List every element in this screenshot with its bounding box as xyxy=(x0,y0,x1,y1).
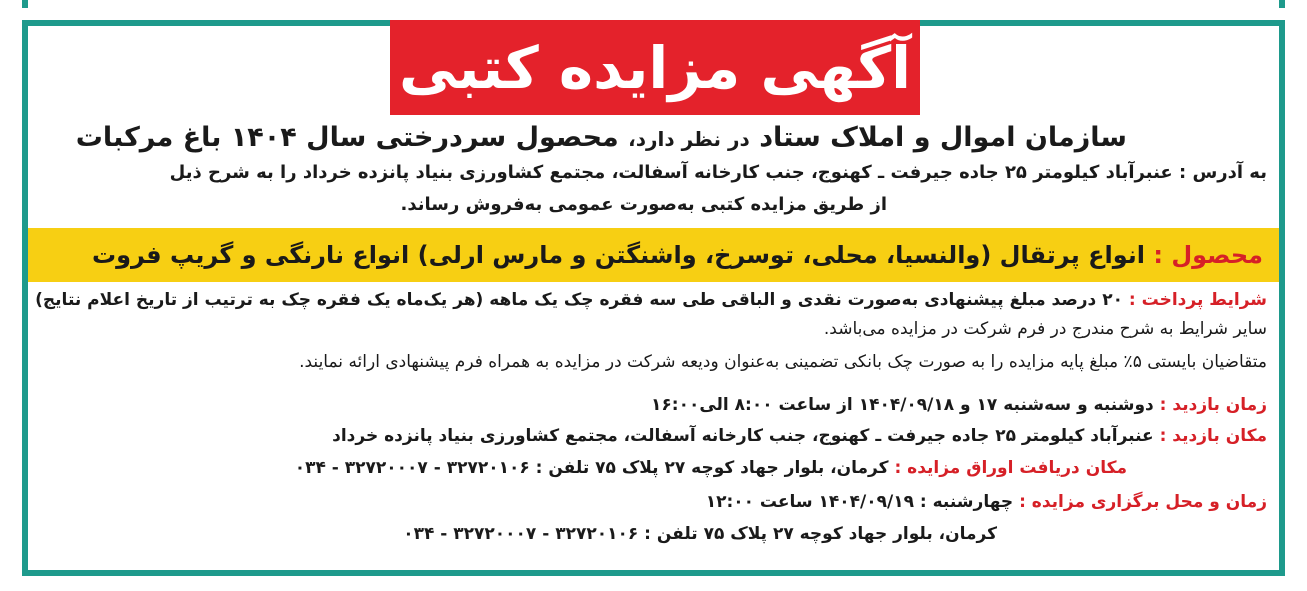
documents-place-value: کرمان، بلوار جهاد کوچه ۲۷ پلاک ۷۵ تلفن : ۳۲۷۲۰۱۰۶ - ۳۲۷۲۰۰۰۷ - ۰۳۴ xyxy=(294,458,889,478)
payment-label: شرایط پرداخت : xyxy=(1128,290,1267,310)
auction-time xyxy=(706,492,1267,512)
visit-time-label: زمان بازدید : xyxy=(1159,395,1267,415)
auction-address: کرمان، بلوار جهاد کوچه ۲۷ پلاک ۷۵ تلفن : ۳۲۷۲۰۱۰۶ - ۳۲۷۲۰۰۰۷ - ۰۳۴ xyxy=(403,524,997,544)
visit-place-value: عنبرآباد کیلومتر ۲۵ جاده جیرفت ـ کهنوج، جنب کارخانه آسفالت، مجتمع کشاورزی بنیاد پانزده خرداد xyxy=(332,426,1154,446)
heading-product-title: محصول سردرختی سال ۱۴۰۴ باغ مرکبات xyxy=(75,122,619,153)
notice-banner-title: آگهی مزایده کتبی xyxy=(390,20,920,115)
heading-intent: در نظر دارد، xyxy=(628,127,750,151)
organization-name: سازمان اموال و املاک ستاد xyxy=(759,122,1127,153)
payment-other-terms: سایر شرایط به شرح مندرج در فرم شرکت در مزایده می‌باشد. xyxy=(823,319,1267,339)
auction-time-value: چهارشنبه : ۱۴۰۴/۰۹/۱۹ ساعت ۱۲:۰۰ xyxy=(705,492,1014,512)
deposit-text: متقاضیان بایستی ۵٪ مبلغ پایه مزایده را به صورت چک بانکی تضمینی به‌عنوان ودیعه شرکت در مزایده به همراه فرم پیشنهادی ارائه نمایند. xyxy=(299,352,1267,372)
product-value: انواع پرتقال (والنسیا، محلی، توسرخ، واشنگتن و مارس ارلی) انواع نارنگی و گریپ فروت xyxy=(91,241,1145,269)
notice-heading xyxy=(76,122,1127,153)
visit-time xyxy=(651,395,1267,415)
payment-terms xyxy=(35,290,1267,310)
visit-place-label: مکان بازدید : xyxy=(1159,426,1267,446)
auction-time-label: زمان و محل برگزاری مزایده : xyxy=(1019,492,1267,512)
documents-place xyxy=(295,458,1127,478)
product-highlight-bar xyxy=(28,228,1279,282)
documents-place-label: مکان دریافت اوراق مزایده : xyxy=(894,458,1127,478)
visit-place xyxy=(332,426,1267,446)
address-line-2: از طریق مزایده کتبی به‌صورت عمومی به‌فروش رساند. xyxy=(400,194,887,215)
top-border-strip xyxy=(22,0,1285,8)
payment-value: ۲۰ درصد مبلغ پیشنهادی به‌صورت نقدی و الباقی طی سه فقره چک یک ماهه (هر یک‌ماه یک فقره چک به ترتیب از تاریخ اعلام نتایج) xyxy=(35,290,1123,310)
address-line-1: به آدرس : عنبرآباد کیلومتر ۲۵ جاده جیرفت ـ کهنوج، جنب کارخانه آسفالت، مجتمع کشاورزی بنیاد پانزده خرداد را به شرح ذیل xyxy=(169,162,1267,183)
visit-time-value: دوشنبه و سه‌شنبه ۱۷ و ۱۴۰۴/۰۹/۱۸ از ساعت ۸:۰۰ الی۱۶:۰۰ xyxy=(651,395,1154,415)
product-label: محصول : xyxy=(1153,241,1263,269)
